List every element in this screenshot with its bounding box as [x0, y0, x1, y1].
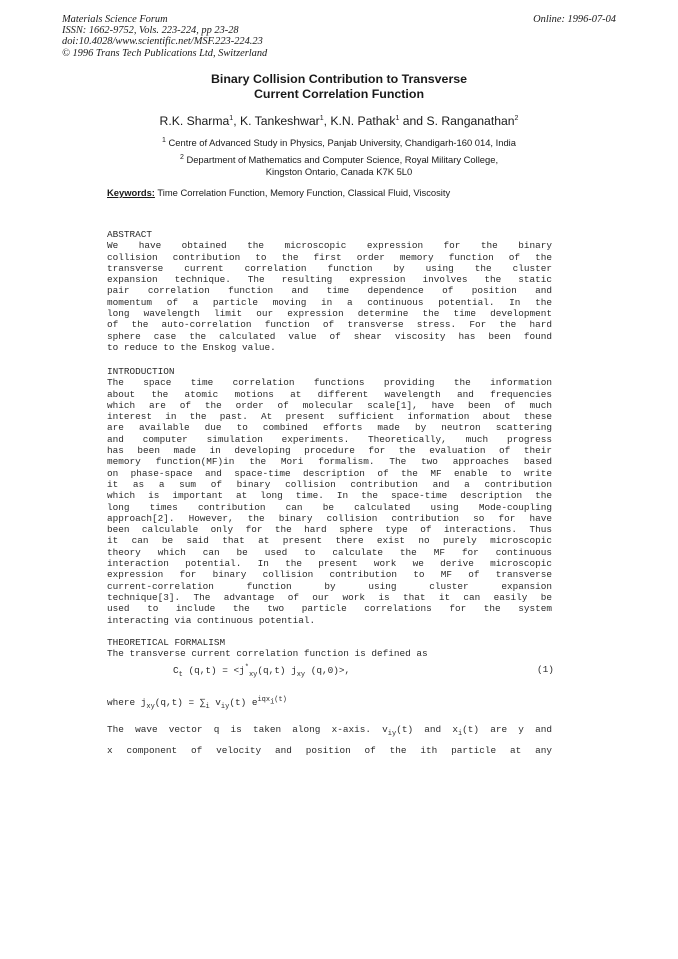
theory-section: [107, 637, 552, 660]
abstract-line: We have obtained the microscopic expression for the binary: [107, 240, 552, 252]
journal-issn: ISSN: 1662-9752, Vols. 223-224, pp 23-28: [62, 25, 239, 37]
introduction-heading: INTRODUCTION: [107, 366, 175, 377]
introduction-line: technique[3]. The advantage of our work is that it can easily be: [107, 591, 552, 603]
theory-text: [107, 723, 552, 741]
title-line-1: Binary Collision Contribution to Transverse: [210, 72, 468, 86]
author-name: K.N. Pathak: [330, 114, 396, 128]
abstract-line: long wavelength limit our expression determine the time development: [107, 308, 552, 320]
author-name: K. Tankeshwar: [239, 114, 320, 128]
title-line-2: Current Correlation Function: [253, 87, 425, 101]
introduction-line: used to include the two particle correlations for the system: [107, 603, 552, 615]
abstract-section: [107, 229, 552, 353]
abstract-line: pair correlation function and time dependence of position and: [107, 285, 552, 297]
introduction-line: are available due to combined efforts made by neutron scattering: [107, 422, 552, 434]
author-affiliation-mark: 1: [229, 114, 234, 122]
introduction-line: it as a sum of binary collision contribution and a contribution: [107, 478, 552, 490]
introduction-line: and computer simulation experiments. Theoretically, much progress: [107, 433, 552, 445]
journal-name: Materials Science Forum: [62, 14, 168, 25]
introduction-line: about the atomic motions at different wavelength and frequencies: [107, 388, 552, 400]
introduction-line: on phase-space and space-time description of the MF enable to write: [107, 467, 552, 479]
journal-doi: doi:10.4028/www.scientific.net/MSF.223-224.23: [62, 36, 263, 48]
author-affiliation-mark: 1: [395, 114, 400, 122]
introduction-line: which is important at long time. In the space-time description the: [107, 490, 552, 502]
theory-text-2: [107, 745, 552, 756]
author-affiliation-mark: 1: [319, 114, 324, 122]
abstract-line: momentum of a particle moving in a continuous potential. In the: [107, 296, 552, 308]
abstract-line: to reduce to the Enskog value.: [107, 341, 276, 353]
introduction-line: interaction potential. In the present work we derive microscopic: [107, 558, 552, 570]
introduction-line: has been made in developing procedure for the evaluation of their: [107, 445, 552, 457]
theory-heading: THEORETICAL FORMALISM: [107, 637, 226, 648]
abstract-line: transverse current correlation function by using the cluster: [107, 262, 552, 274]
introduction-line: expression for binary collision contribution to MF of transverse: [107, 569, 552, 581]
abstract-line: collision contribution to the first order memory function of the: [107, 251, 552, 263]
keywords-label: Keywords:: [107, 187, 155, 198]
abstract-line: of the auto-correlation function of transverse stress. For the hard: [107, 319, 552, 331]
author-name: S. Ranganathan: [426, 114, 515, 128]
introduction-line: been calculable only for the hard sphere type of interactions. Thus: [107, 524, 552, 536]
introduction-line: theory which can be used to calculate the MF for continuous: [107, 546, 552, 558]
equation-1-number: (1): [537, 664, 554, 675]
introduction-line: interest in the past. At present sufficient information about these: [107, 411, 552, 423]
keywords: [107, 187, 450, 198]
theory-intro-line: The transverse current correlation function is defined as: [107, 648, 428, 660]
author-affiliation-mark: 2: [514, 114, 519, 122]
theory-line: x component of velocity and position of the ith particle at any: [107, 745, 552, 756]
equation-1: $C_t$ $(q,t) = <j^*_{xy}(q,t)$ $j_{xy}$ (q,0)>,: [173, 664, 351, 679]
introduction-line: current-correlation function by using cluster expansion: [107, 580, 552, 592]
affiliation-2: $^2$ Department of Mathematics and Computer Science, Royal Military College, Kingston Ontario, Canada K7K 5L0: [179, 154, 499, 178]
affiliation-1: $^1$ Centre of Advanced Study in Physics, Panjab University, Chandigarh-160 014, India: [162, 137, 516, 149]
introduction-line: long times contribution can be calculated using Mode-coupling: [107, 501, 552, 513]
author-name: R.K. Sharma: [159, 114, 230, 128]
introduction-line: approach[2]. However, the binary collision contribution so for have: [107, 512, 552, 524]
journal-copyright: © 1996 Trans Tech Publications Ltd, Switzerland: [62, 47, 268, 59]
introduction-line: interacting via continuous potential.: [107, 614, 316, 626]
abstract-line: expansion technique. The resulting expression involves the static: [107, 274, 552, 286]
author-list: R.K. Sharma$^1$, K. Tankeshwar$^1$, K.N. Pathak$^1$ and S. Ranganathan$^2$: [159, 114, 519, 128]
abstract-heading: ABSTRACT: [107, 229, 153, 240]
abstract-line: sphere case the calculated value of shear viscosity has been found: [107, 330, 552, 342]
introduction-section: [107, 366, 552, 626]
paper-title: [0, 72, 678, 102]
introduction-line: memory function(MF)in the Mori formalism. The two approaches based: [107, 456, 552, 468]
keywords-text: Time Correlation Function, Memory Function, Classical Fluid, Viscosity: [154, 187, 451, 198]
online-date: Online: 1996-07-04: [533, 14, 616, 25]
journal-info: [62, 14, 267, 59]
theory-line: The wave vector q is taken along x-axis. $v_{iy}(t)$ and $x_i(t)$ are y and: [107, 724, 552, 738]
equation-2: where $j_{xy}(q,t) = \sum_i$ $v_{iy}(t)$ $e^{iqx_i(t)}$: [107, 696, 287, 711]
summation-symbol: ∑: [199, 697, 206, 709]
introduction-line: which are of the order of molecular scale[1], have been of much: [107, 399, 552, 411]
introduction-line: it can be said that at present there exist no purely microscopic: [107, 535, 552, 547]
introduction-line: The space time correlation functions providing the information: [107, 377, 552, 389]
